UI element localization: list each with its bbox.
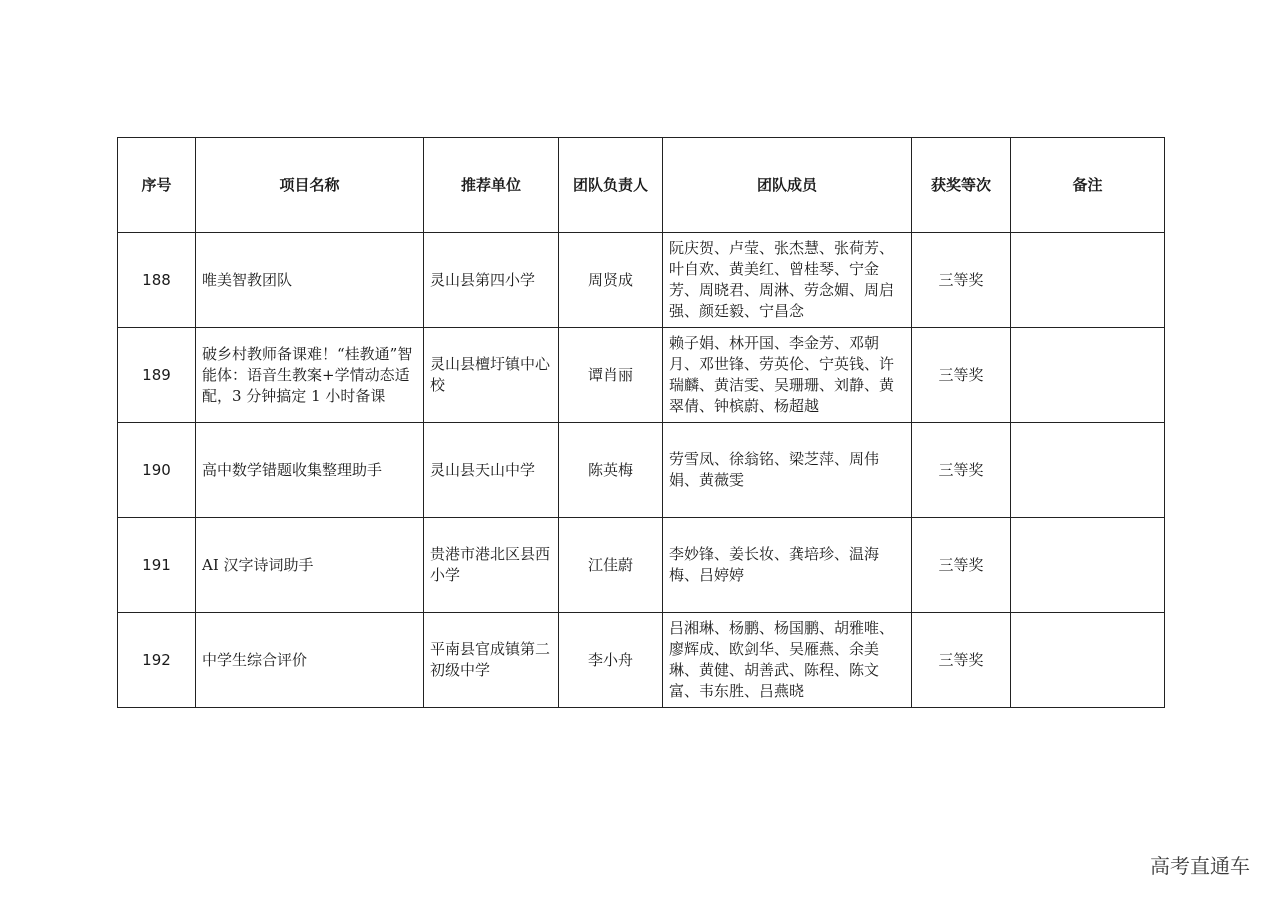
cell-note xyxy=(1011,613,1165,708)
header-leader: 团队负责人 xyxy=(559,138,663,233)
cell-seq: 191 xyxy=(118,518,196,613)
table-row xyxy=(118,423,1165,518)
cell-note xyxy=(1011,233,1165,328)
cell-members: 吕湘琳、杨鹏、杨国鹏、胡雅唯、廖辉成、欧剑华、吴雁燕、余美琳、黄健、胡善武、陈程、陈文富、韦东胜、吕燕晓 xyxy=(663,613,912,708)
cell-award: 三等奖 xyxy=(912,613,1011,708)
cell-seq: 188 xyxy=(118,233,196,328)
cell-note xyxy=(1011,518,1165,613)
cell-project: 破乡村教师备课难！“桂教通”智能体：语音生教案+学情动态适配，3 分钟搞定 1 小时备课 xyxy=(196,328,424,423)
cell-leader: 谭肖丽 xyxy=(559,328,663,423)
cell-unit: 贵港市港北区县西小学 xyxy=(424,518,559,613)
cell-note xyxy=(1011,328,1165,423)
cell-leader: 李小舟 xyxy=(559,613,663,708)
cell-award: 三等奖 xyxy=(912,233,1011,328)
cell-members: 李妙锋、姜长妆、龚培珍、温海梅、吕婷婷 xyxy=(663,518,912,613)
cell-project: 中学生综合评价 xyxy=(196,613,424,708)
cell-members: 劳雪凤、徐翁铭、梁芝萍、周伟娟、黄薇雯 xyxy=(663,423,912,518)
cell-seq: 190 xyxy=(118,423,196,518)
cell-unit: 灵山县第四小学 xyxy=(424,233,559,328)
cell-award: 三等奖 xyxy=(912,423,1011,518)
header-unit: 推荐单位 xyxy=(424,138,559,233)
header-row xyxy=(118,138,1165,233)
cell-leader: 江佳蔚 xyxy=(559,518,663,613)
watermark-text: 高考直通车 xyxy=(1150,854,1250,878)
table-row xyxy=(118,233,1165,328)
header-award: 获奖等次 xyxy=(912,138,1011,233)
cell-project: 高中数学错题收集整理助手 xyxy=(196,423,424,518)
cell-leader: 周贤成 xyxy=(559,233,663,328)
cell-note xyxy=(1011,423,1165,518)
cell-unit: 灵山县天山中学 xyxy=(424,423,559,518)
header-seq: 序号 xyxy=(118,138,196,233)
cell-members: 赖子娟、林开国、李金芳、邓朝月、邓世锋、劳英伦、宁英钱、许瑞麟、黄洁雯、吴珊珊、刘静、黄翠倩、钟槟蔚、杨超越 xyxy=(663,328,912,423)
cell-members: 阮庆贺、卢莹、张杰慧、张荷芳、叶自欢、黄美红、曾桂琴、宁金芳、周晓君、周淋、劳念媚、周启强、颜廷毅、宁昌念 xyxy=(663,233,912,328)
cell-unit: 灵山县檀圩镇中心校 xyxy=(424,328,559,423)
table-header xyxy=(118,138,1165,233)
cell-leader: 陈英梅 xyxy=(559,423,663,518)
cell-seq: 189 xyxy=(118,328,196,423)
header-project: 项目名称 xyxy=(196,138,424,233)
header-members: 团队成员 xyxy=(663,138,912,233)
table-row xyxy=(118,518,1165,613)
header-note: 备注 xyxy=(1011,138,1165,233)
table-row xyxy=(118,328,1165,423)
table-row xyxy=(118,613,1165,708)
awards-table xyxy=(117,137,1165,708)
cell-project: AI 汉字诗词助手 xyxy=(196,518,424,613)
cell-seq: 192 xyxy=(118,613,196,708)
cell-award: 三等奖 xyxy=(912,328,1011,423)
cell-unit: 平南县官成镇第二初级中学 xyxy=(424,613,559,708)
cell-project: 唯美智教团队 xyxy=(196,233,424,328)
cell-award: 三等奖 xyxy=(912,518,1011,613)
table-body xyxy=(118,233,1165,708)
